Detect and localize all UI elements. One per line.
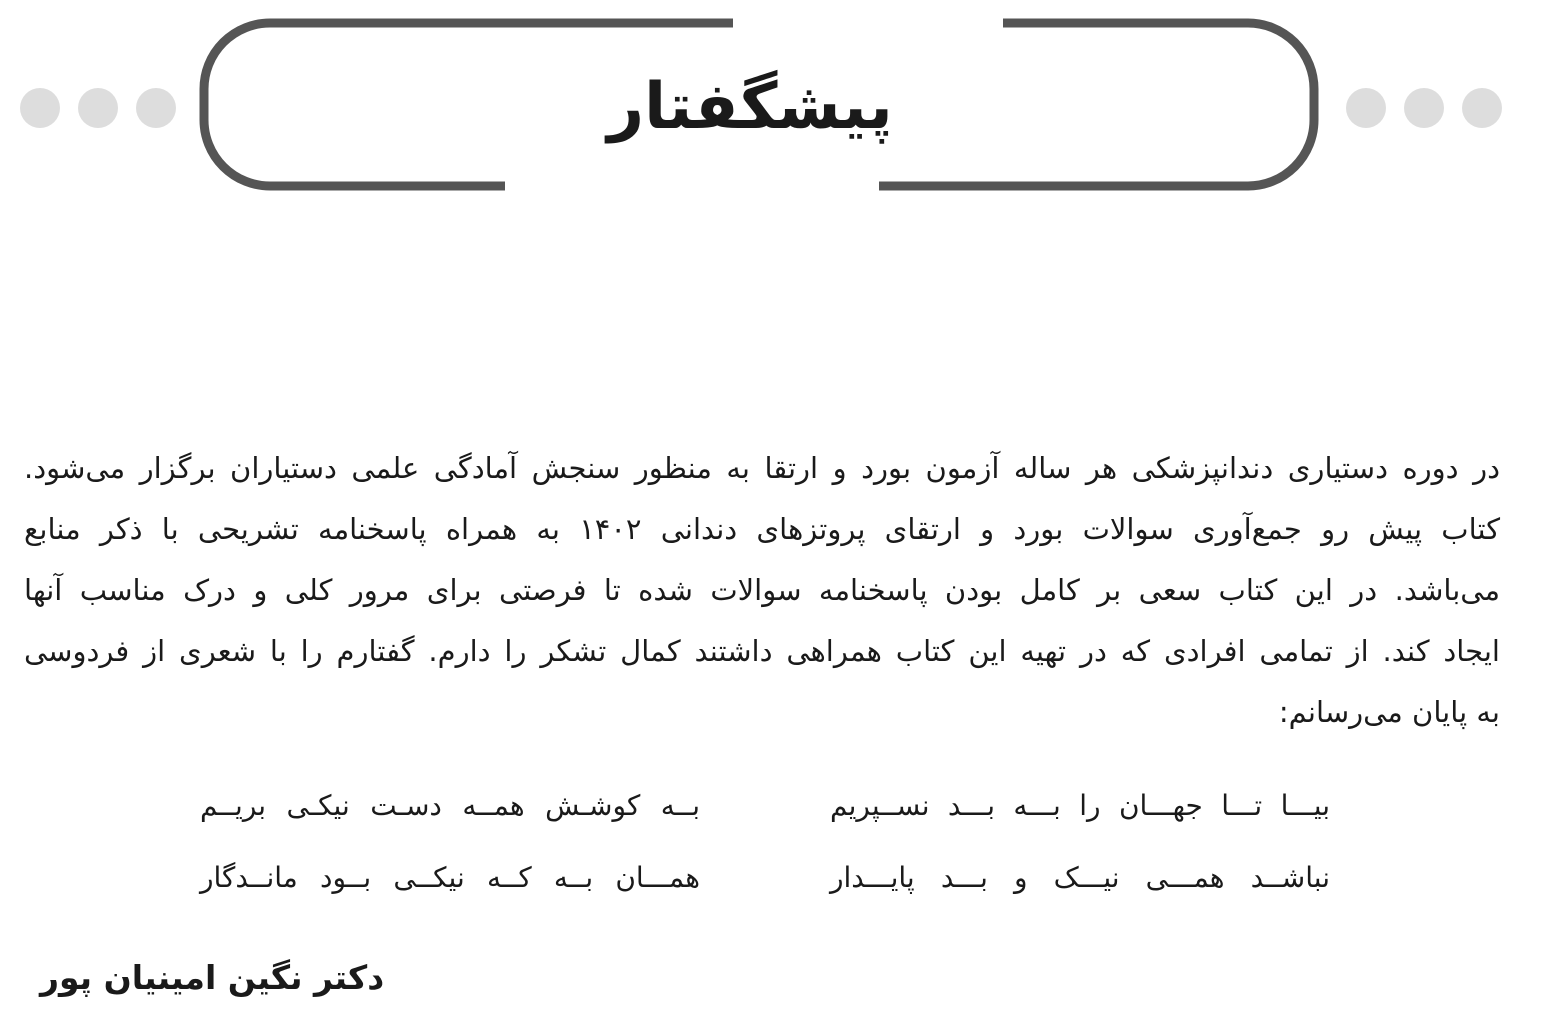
poem-couplet (200, 842, 1330, 914)
decorative-dot (20, 88, 60, 128)
page-title: پیشگفتار (607, 70, 893, 144)
paragraph-line: کتاب پیش رو جمع‌آوری سوالات بورد و ارتقای پروتزهای دندانی ۱۴۰۲ به همراه پاسخنامه تشریحی با ذکر منابع (24, 512, 1500, 546)
frame-border-bottom (879, 23, 1314, 186)
poem (200, 770, 1330, 914)
intro-paragraph (24, 438, 1500, 743)
poem-first-hemistich: نباشــد همـــی نیـــک و بـــد پایـــدار (830, 861, 1330, 894)
decorative-dot (1346, 88, 1386, 128)
poem-second-hemistich: همـــان بــه کــه نیکــی بــود مانــدگار (200, 861, 700, 894)
poem-second-hemistich: بــه کوشـش همــه دسـت نیکـی بریــم (200, 789, 700, 822)
paragraph-line: در دوره دستیاری دندانپزشکی هر ساله آزمون بورد و ارتقا به منظور سنجش آمادگی علمی دستیاران برگزار می‌شود. (24, 451, 1500, 485)
author-signature: دکتر نگین امینیان پور (40, 958, 385, 997)
paragraph-line: به پایان می‌رسانم: (1278, 695, 1500, 729)
decorative-dot (136, 88, 176, 128)
decorative-dot (1404, 88, 1444, 128)
poem-couplet (200, 770, 1330, 842)
decorative-dot (78, 88, 118, 128)
poem-first-hemistich: بیـــا تـــا جهـــان را بـــه بـــد نســپریم (830, 789, 1330, 822)
paragraph-line: می‌باشد. در این کتاب سعی بر کامل بودن پاسخنامه سوالات شده تا فرصتی برای مرور کلی و درک مناسب آنها (24, 573, 1500, 607)
decorative-dot (1462, 88, 1502, 128)
paragraph-line: ایجاد کند. از تمامی افرادی که در تهیه این کتاب همراهی داشتند کمال تشکر را دارم. گفتارم را با شعری از فردوسی (24, 634, 1500, 668)
